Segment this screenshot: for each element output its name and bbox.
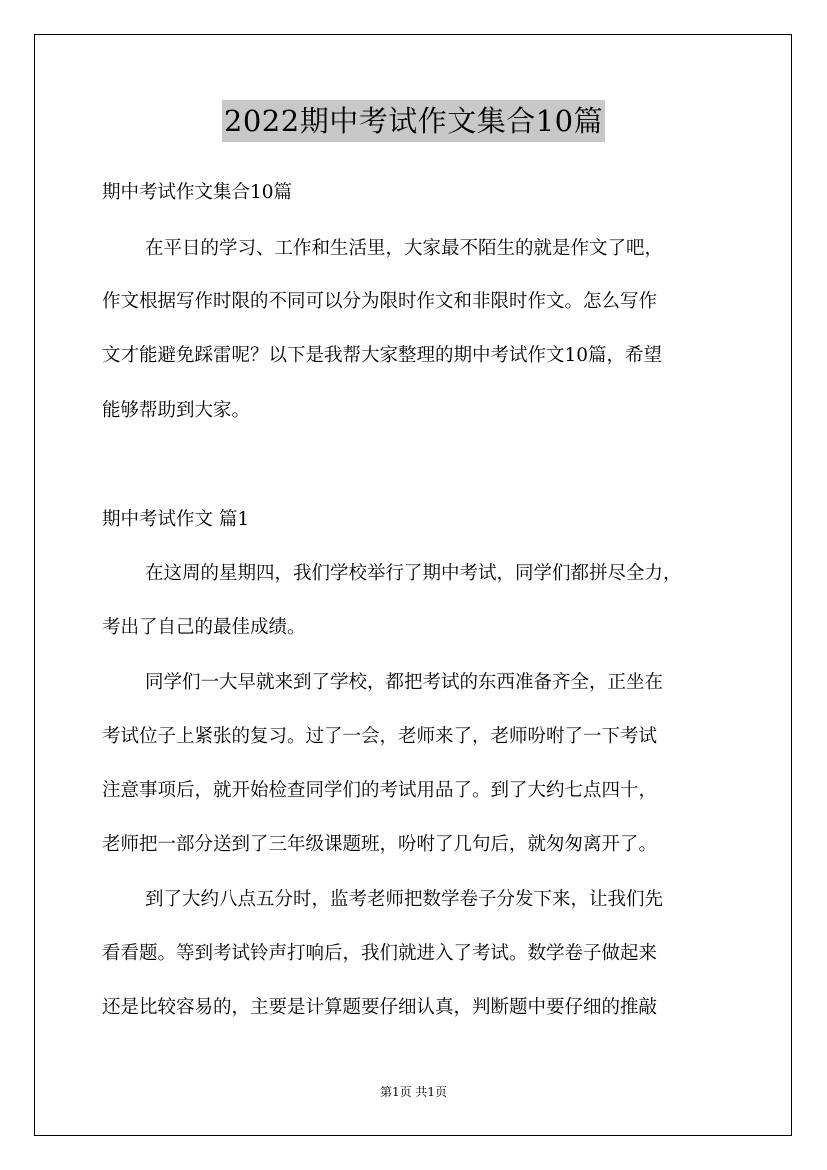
title-container xyxy=(0,100,827,142)
paragraph-line: 还是比较容易的，主要是计算题要仔细认真，判断题中要仔细的推敲 xyxy=(102,997,658,1018)
document-subtitle: 期中考试作文集合10篇 xyxy=(102,182,293,203)
paragraph-line: 在这周的星期四，我们学校举行了期中考试，同学们都拼尽全力， xyxy=(145,563,682,584)
paragraph-line: 同学们一大早就来到了学校，都把考试的东西准备齐全，正坐在 xyxy=(145,672,664,693)
intro-line: 能够帮助到大家。 xyxy=(102,400,251,421)
paragraph-line: 注意事项后，就开始检查同学们的考试用品了。到了大约七点四十， xyxy=(102,780,658,801)
paragraph-line: 到了大约八点五分时，监考老师把数学卷子分发下来，让我们先 xyxy=(145,889,664,910)
intro-line: 文才能避免踩雷呢？以下是我帮大家整理的期中考试作文10篇，希望 xyxy=(102,345,663,366)
paragraph-line: 看看题。等到考试铃声打响后，我们就进入了考试。数学卷子做起来 xyxy=(102,943,658,964)
paragraph-line: 老师把一部分送到了三年级课题班，吩咐了几句后，就匆匆离开了。 xyxy=(102,834,658,855)
intro-line: 作文根据写作时限的不同可以分为限时作文和非限时作文。怎么写作 xyxy=(102,291,658,312)
document-title: 2022期中考试作文集合10篇 xyxy=(222,100,605,142)
intro-line: 在平日的学习、工作和生活里，大家最不陌生的就是作文了吧， xyxy=(145,238,664,259)
section-heading: 期中考试作文 篇1 xyxy=(102,509,250,530)
paragraph-line: 考出了自己的最佳成绩。 xyxy=(102,617,306,638)
paragraph-line: 考试位子上紧张的复习。过了一会，老师来了，老师吩咐了一下考试 xyxy=(102,726,658,747)
page-footer: 第1页 共1页 xyxy=(379,1085,448,1099)
